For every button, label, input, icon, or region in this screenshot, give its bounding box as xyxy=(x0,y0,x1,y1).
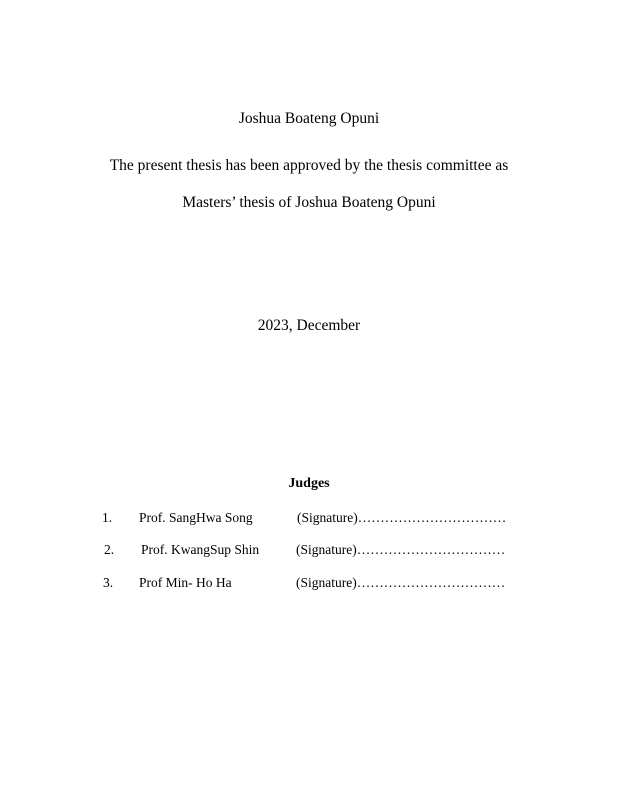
approval-date: 2023, December xyxy=(257,317,361,334)
judge-name: Prof. KwangSup Shin xyxy=(141,542,260,557)
judge-name: Prof. SangHwa Song xyxy=(139,510,253,525)
judge-name: Prof Min- Ho Ha xyxy=(139,575,232,590)
signature-line: (Signature)…………………………… xyxy=(296,542,506,557)
judge-row xyxy=(0,542,618,562)
thesis-title-line: Masters’ thesis of Joshua Boateng Opuni xyxy=(182,194,436,211)
judge-row xyxy=(0,575,618,595)
approval-statement: The present thesis has been approved by the thesis committee as xyxy=(109,157,509,174)
judges-heading: Judges xyxy=(288,476,330,491)
judge-row xyxy=(0,510,618,530)
judge-number: 2. xyxy=(104,542,115,557)
author-name: Joshua Boateng Opuni xyxy=(238,110,380,127)
signature-line: (Signature)…………………………… xyxy=(296,575,506,590)
signature-line: (Signature)…………………………… xyxy=(297,510,507,525)
judge-number: 3. xyxy=(103,575,114,590)
judge-number: 1. xyxy=(102,510,113,525)
